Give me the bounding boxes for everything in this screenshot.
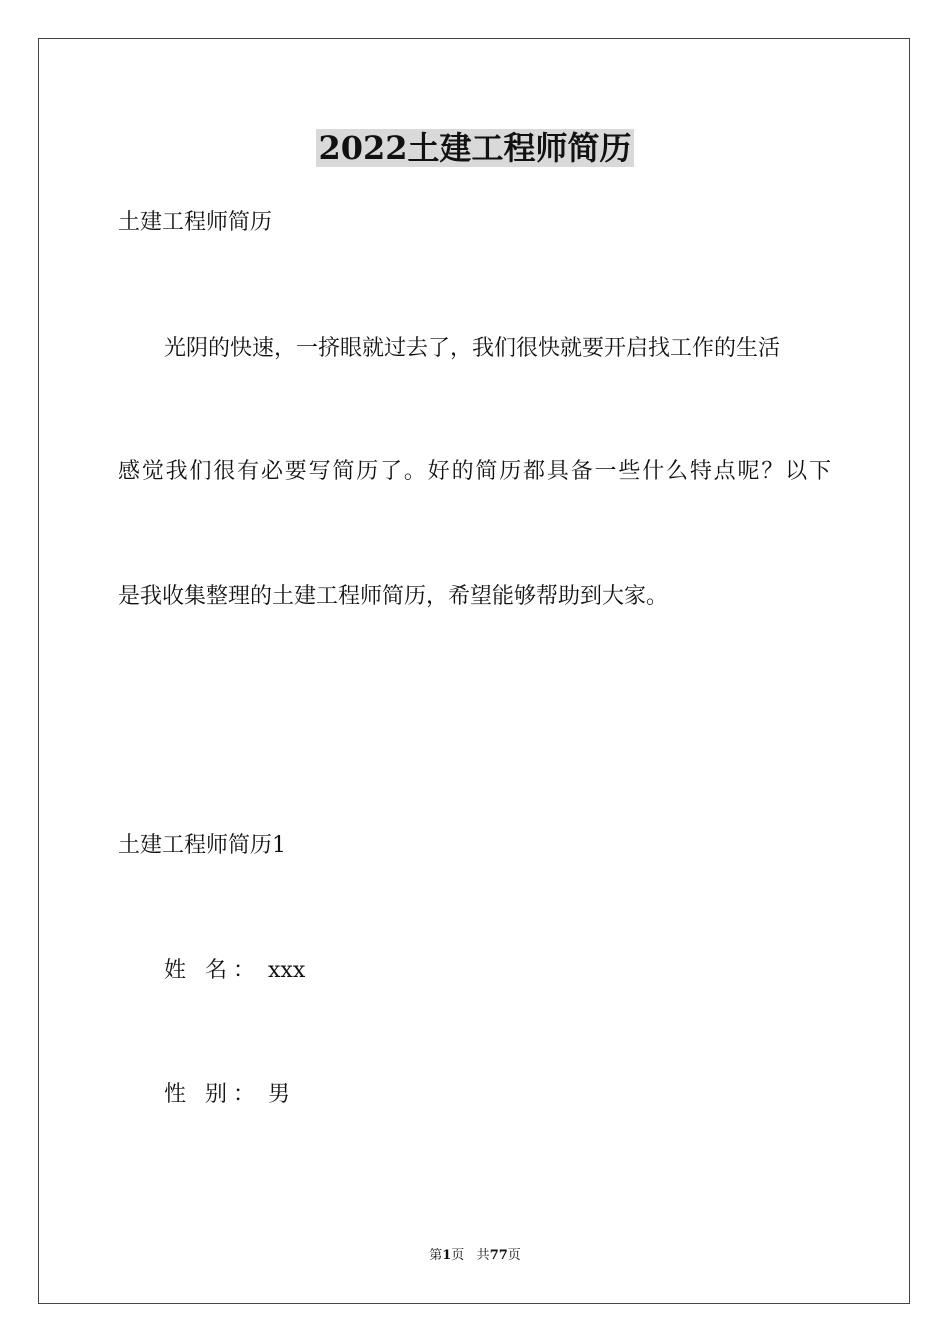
field-gender-value: 男 — [268, 1082, 291, 1107]
footer-total-prefix: 共 — [476, 1248, 490, 1263]
footer-total-pages: 77 — [489, 1248, 508, 1263]
footer-total-unit: 页 — [507, 1248, 521, 1263]
field-gender-label: 性 别： — [164, 1082, 261, 1107]
document-subtitle: 土建工程师简历 — [118, 210, 273, 235]
footer-page-prefix: 第 — [429, 1248, 443, 1263]
intro-line-3: 是我收集整理的土建工程师简历，希望能够帮助到大家。 — [118, 584, 669, 609]
intro-line-2: 感觉我们很有必要写简历了。好的简历都具备一些什么特点呢？以下 — [118, 459, 832, 484]
page-footer — [0, 1247, 950, 1265]
section-heading: 土建工程师简历1 — [118, 833, 286, 858]
field-gender — [164, 1080, 290, 1110]
field-name-label: 姓 名： — [164, 958, 261, 983]
field-name-value: xxx — [268, 958, 306, 983]
footer-page-unit: 页 — [451, 1248, 465, 1263]
field-name — [164, 956, 305, 986]
document-title — [0, 128, 950, 168]
footer-page-number: 1 — [442, 1248, 452, 1263]
intro-line-1: 光阴的快速，一挤眼就过去了，我们很快就要开启找工作的生活 — [164, 336, 781, 361]
document-title-text: 2022土建工程师简历 — [318, 129, 632, 167]
